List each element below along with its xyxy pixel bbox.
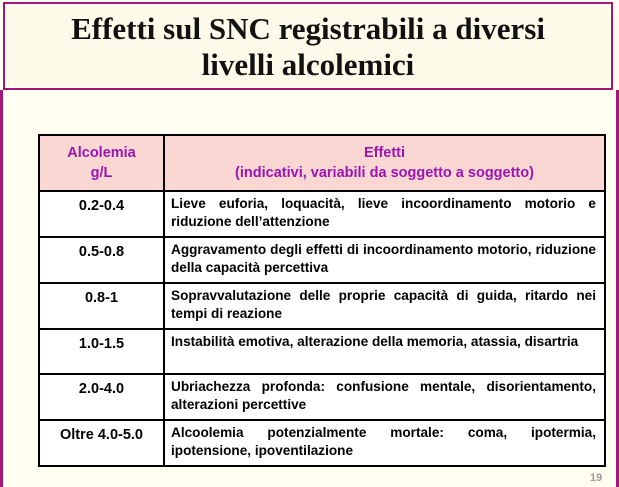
title-box [3, 2, 613, 90]
header-effetti [164, 135, 605, 191]
level-cell: Oltre 4.0-5.0 [39, 420, 164, 466]
level-cell: 0.2-0.4 [39, 191, 164, 237]
header-effetti-line1: Effetti [363, 145, 406, 161]
effect-cell: Sopravvalutazione delle proprie capacità di guida, ritardo nei tempi di reazione [164, 283, 605, 329]
level-cell: 0.5-0.8 [39, 237, 164, 283]
effect-cell: Instabilità emotiva, alterazione della memoria, atassia, disartria [164, 329, 605, 374]
frame-left-border [0, 90, 3, 487]
level-cell: 2.0-4.0 [39, 374, 164, 420]
table-row [39, 191, 605, 237]
table-row [39, 420, 605, 466]
level-cell: 0.8-1 [39, 283, 164, 329]
effects-table [38, 134, 606, 467]
table-row [39, 374, 605, 420]
effect-cell: Lieve euforia, loquacità, lieve incoordinamento motorio e riduzione dell’attenzione [164, 191, 605, 237]
effect-cell: Ubriachezza profonda: confusione mentale, disorientamento, alterazioni percettive [164, 374, 605, 420]
title-line-2: livelli alcolemici [201, 47, 415, 82]
header-alcolemia-line2: g/L [90, 165, 113, 181]
header-alcolemia [39, 135, 164, 191]
table-header-row [39, 135, 605, 191]
level-cell: 1.0-1.5 [39, 329, 164, 374]
table-row [39, 329, 605, 374]
table-row [39, 283, 605, 329]
header-effetti-line2: (indicativi, variabili da soggetto a soggetto) [235, 165, 534, 181]
header-alcolemia-line1: Alcolemia [67, 145, 136, 161]
effect-cell: Aggravamento degli effetti di incoordinamento motorio, riduzione della capacità percettiva [164, 237, 605, 283]
slide-number: 19 [590, 472, 603, 484]
effect-cell: Alcoolemia potenzialmente mortale: coma, ipotermia, ipotensione, ipoventilazione [164, 420, 605, 466]
table-row [39, 237, 605, 283]
title-line-1: Effetti sul SNC registrabili a diversi [71, 11, 545, 46]
